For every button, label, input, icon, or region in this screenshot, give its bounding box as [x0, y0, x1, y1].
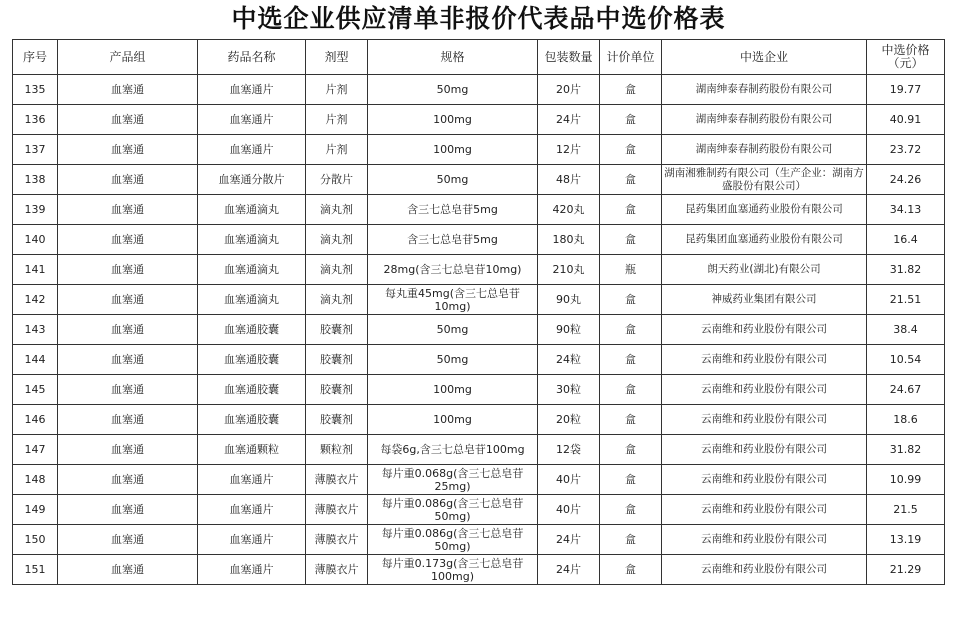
cell-form: 片剂 [306, 105, 368, 135]
cell-unit: 盒 [600, 75, 662, 105]
cell-group: 血塞通 [58, 345, 198, 375]
cell-name: 血塞通片 [198, 465, 306, 495]
cell-spec: 含三七总皂苷5mg [368, 225, 538, 255]
cell-unit: 盒 [600, 135, 662, 165]
cell-no: 144 [13, 345, 58, 375]
cell-pack: 90粒 [538, 315, 600, 345]
cell-group: 血塞通 [58, 495, 198, 525]
table-row [13, 495, 945, 525]
cell-name: 血塞通片 [198, 135, 306, 165]
cell-no: 147 [13, 435, 58, 465]
cell-company: 云南维和药业股份有限公司 [662, 525, 867, 555]
cell-pack: 30粒 [538, 375, 600, 405]
cell-no: 139 [13, 195, 58, 225]
cell-price: 31.82 [867, 435, 945, 465]
table-row [13, 315, 945, 345]
cell-company: 昆药集团血塞通药业股份有限公司 [662, 195, 867, 225]
cell-form: 胶囊剂 [306, 375, 368, 405]
cell-no: 142 [13, 285, 58, 315]
cell-no: 149 [13, 495, 58, 525]
cell-name: 血塞通片 [198, 75, 306, 105]
cell-spec: 每片重0.086g(含三七总皂苷50mg) [368, 525, 538, 555]
cell-group: 血塞通 [58, 375, 198, 405]
cell-company: 云南维和药业股份有限公司 [662, 315, 867, 345]
cell-form: 滴丸剂 [306, 195, 368, 225]
cell-unit: 盒 [600, 555, 662, 585]
header-row [13, 40, 945, 75]
cell-name: 血塞通滴丸 [198, 225, 306, 255]
cell-pack: 180丸 [538, 225, 600, 255]
cell-unit: 盒 [600, 165, 662, 195]
cell-company: 云南维和药业股份有限公司 [662, 495, 867, 525]
cell-unit: 盒 [600, 105, 662, 135]
cell-form: 分散片 [306, 165, 368, 195]
cell-price: 21.5 [867, 495, 945, 525]
cell-spec: 每丸重45mg(含三七总皂苷10mg) [368, 285, 538, 315]
cell-price: 10.99 [867, 465, 945, 495]
cell-name: 血塞通片 [198, 525, 306, 555]
cell-pack: 24粒 [538, 345, 600, 375]
cell-pack: 20片 [538, 75, 600, 105]
header-name: 药品名称 [198, 40, 306, 75]
header-unit: 计价单位 [600, 40, 662, 75]
cell-price: 16.4 [867, 225, 945, 255]
cell-group: 血塞通 [58, 105, 198, 135]
cell-form: 胶囊剂 [306, 345, 368, 375]
cell-group: 血塞通 [58, 195, 198, 225]
cell-no: 141 [13, 255, 58, 285]
cell-pack: 24片 [538, 525, 600, 555]
cell-pack: 420丸 [538, 195, 600, 225]
cell-form: 薄膜衣片 [306, 495, 368, 525]
cell-name: 血塞通滴丸 [198, 285, 306, 315]
table-row [13, 345, 945, 375]
cell-company: 湖南绅泰春制药股份有限公司 [662, 105, 867, 135]
cell-spec: 100mg [368, 105, 538, 135]
cell-price: 18.6 [867, 405, 945, 435]
cell-group: 血塞通 [58, 555, 198, 585]
header-form: 剂型 [306, 40, 368, 75]
cell-name: 血塞通片 [198, 555, 306, 585]
cell-price: 38.4 [867, 315, 945, 345]
cell-spec: 每片重0.086g(含三七总皂苷50mg) [368, 495, 538, 525]
cell-form: 薄膜衣片 [306, 525, 368, 555]
cell-spec: 100mg [368, 405, 538, 435]
cell-company: 神威药业集团有限公司 [662, 285, 867, 315]
cell-price: 13.19 [867, 525, 945, 555]
cell-company: 湖南湘雅制药有限公司（生产企业：湖南方盛股份有限公司） [662, 165, 867, 195]
cell-group: 血塞通 [58, 405, 198, 435]
cell-name: 血塞通胶囊 [198, 345, 306, 375]
cell-unit: 盒 [600, 345, 662, 375]
cell-unit: 盒 [600, 405, 662, 435]
cell-spec: 28mg(含三七总皂苷10mg) [368, 255, 538, 285]
cell-unit: 盒 [600, 495, 662, 525]
cell-group: 血塞通 [58, 315, 198, 345]
table-row [13, 285, 945, 315]
cell-name: 血塞通片 [198, 105, 306, 135]
cell-price: 19.77 [867, 75, 945, 105]
cell-form: 胶囊剂 [306, 405, 368, 435]
table-row [13, 195, 945, 225]
cell-company: 云南维和药业股份有限公司 [662, 375, 867, 405]
header-spec: 规格 [368, 40, 538, 75]
cell-pack: 20粒 [538, 405, 600, 435]
cell-name: 血塞通颗粒 [198, 435, 306, 465]
cell-name: 血塞通滴丸 [198, 195, 306, 225]
cell-form: 滴丸剂 [306, 285, 368, 315]
cell-no: 145 [13, 375, 58, 405]
cell-spec: 100mg [368, 375, 538, 405]
cell-spec: 50mg [368, 165, 538, 195]
cell-group: 血塞通 [58, 435, 198, 465]
cell-no: 146 [13, 405, 58, 435]
header-pack: 包装数量 [538, 40, 600, 75]
table-row [13, 75, 945, 105]
table-row [13, 225, 945, 255]
cell-form: 片剂 [306, 75, 368, 105]
cell-no: 143 [13, 315, 58, 345]
cell-form: 薄膜衣片 [306, 555, 368, 585]
cell-pack: 48片 [538, 165, 600, 195]
cell-name: 血塞通滴丸 [198, 255, 306, 285]
cell-price: 21.51 [867, 285, 945, 315]
cell-price: 40.91 [867, 105, 945, 135]
cell-no: 137 [13, 135, 58, 165]
cell-unit: 瓶 [600, 255, 662, 285]
table-row [13, 465, 945, 495]
cell-no: 148 [13, 465, 58, 495]
cell-price: 23.72 [867, 135, 945, 165]
cell-no: 135 [13, 75, 58, 105]
cell-pack: 24片 [538, 555, 600, 585]
header-no: 序号 [13, 40, 58, 75]
cell-form: 片剂 [306, 135, 368, 165]
cell-name: 血塞通片 [198, 495, 306, 525]
cell-no: 136 [13, 105, 58, 135]
price-table [12, 39, 945, 585]
cell-name: 血塞通胶囊 [198, 375, 306, 405]
cell-pack: 12袋 [538, 435, 600, 465]
cell-price: 24.26 [867, 165, 945, 195]
page-title: 中选企业供应清单非报价代表品中选价格表 [231, 4, 726, 33]
cell-unit: 盒 [600, 525, 662, 555]
table-row [13, 525, 945, 555]
cell-no: 140 [13, 225, 58, 255]
cell-group: 血塞通 [58, 225, 198, 255]
table-row [13, 375, 945, 405]
cell-company: 云南维和药业股份有限公司 [662, 405, 867, 435]
table-row [13, 165, 945, 195]
cell-spec: 50mg [368, 315, 538, 345]
cell-price: 34.13 [867, 195, 945, 225]
cell-no: 151 [13, 555, 58, 585]
cell-pack: 40片 [538, 495, 600, 525]
cell-pack: 90丸 [538, 285, 600, 315]
header-group: 产品组 [58, 40, 198, 75]
cell-name: 血塞通胶囊 [198, 405, 306, 435]
cell-no: 150 [13, 525, 58, 555]
cell-form: 薄膜衣片 [306, 465, 368, 495]
cell-spec: 50mg [368, 75, 538, 105]
cell-group: 血塞通 [58, 75, 198, 105]
cell-group: 血塞通 [58, 465, 198, 495]
cell-spec: 每袋6g,含三七总皂苷100mg [368, 435, 538, 465]
cell-form: 滴丸剂 [306, 255, 368, 285]
cell-group: 血塞通 [58, 135, 198, 165]
cell-unit: 盒 [600, 315, 662, 345]
cell-company: 云南维和药业股份有限公司 [662, 435, 867, 465]
cell-company: 云南维和药业股份有限公司 [662, 345, 867, 375]
cell-price: 24.67 [867, 375, 945, 405]
cell-spec: 50mg [368, 345, 538, 375]
table-row [13, 105, 945, 135]
cell-group: 血塞通 [58, 255, 198, 285]
cell-company: 湖南绅泰春制药股份有限公司 [662, 75, 867, 105]
cell-company: 湖南绅泰春制药股份有限公司 [662, 135, 867, 165]
cell-form: 胶囊剂 [306, 315, 368, 345]
header-price: 中选价格（元） [867, 40, 945, 75]
cell-unit: 盒 [600, 375, 662, 405]
cell-pack: 24片 [538, 105, 600, 135]
cell-pack: 12片 [538, 135, 600, 165]
cell-name: 血塞通分散片 [198, 165, 306, 195]
cell-group: 血塞通 [58, 165, 198, 195]
cell-unit: 盒 [600, 285, 662, 315]
cell-spec: 每片重0.068g(含三七总皂苷25mg) [368, 465, 538, 495]
cell-company: 云南维和药业股份有限公司 [662, 465, 867, 495]
cell-company: 朗天药业(湖北)有限公司 [662, 255, 867, 285]
header-company: 中选企业 [662, 40, 867, 75]
cell-price: 21.29 [867, 555, 945, 585]
cell-spec: 100mg [368, 135, 538, 165]
cell-form: 颗粒剂 [306, 435, 368, 465]
cell-unit: 盒 [600, 225, 662, 255]
cell-company: 云南维和药业股份有限公司 [662, 555, 867, 585]
table-row [13, 405, 945, 435]
cell-no: 138 [13, 165, 58, 195]
cell-pack: 40片 [538, 465, 600, 495]
cell-form: 滴丸剂 [306, 225, 368, 255]
table-row [13, 255, 945, 285]
table-row [13, 135, 945, 165]
cell-unit: 盒 [600, 465, 662, 495]
table-row [13, 555, 945, 585]
cell-group: 血塞通 [58, 285, 198, 315]
cell-name: 血塞通胶囊 [198, 315, 306, 345]
cell-spec: 含三七总皂苷5mg [368, 195, 538, 225]
cell-pack: 210丸 [538, 255, 600, 285]
cell-unit: 盒 [600, 195, 662, 225]
cell-spec: 每片重0.173g(含三七总皂苷100mg) [368, 555, 538, 585]
cell-company: 昆药集团血塞通药业股份有限公司 [662, 225, 867, 255]
table-row [13, 435, 945, 465]
cell-price: 10.54 [867, 345, 945, 375]
cell-price: 31.82 [867, 255, 945, 285]
cell-group: 血塞通 [58, 525, 198, 555]
cell-unit: 盒 [600, 435, 662, 465]
